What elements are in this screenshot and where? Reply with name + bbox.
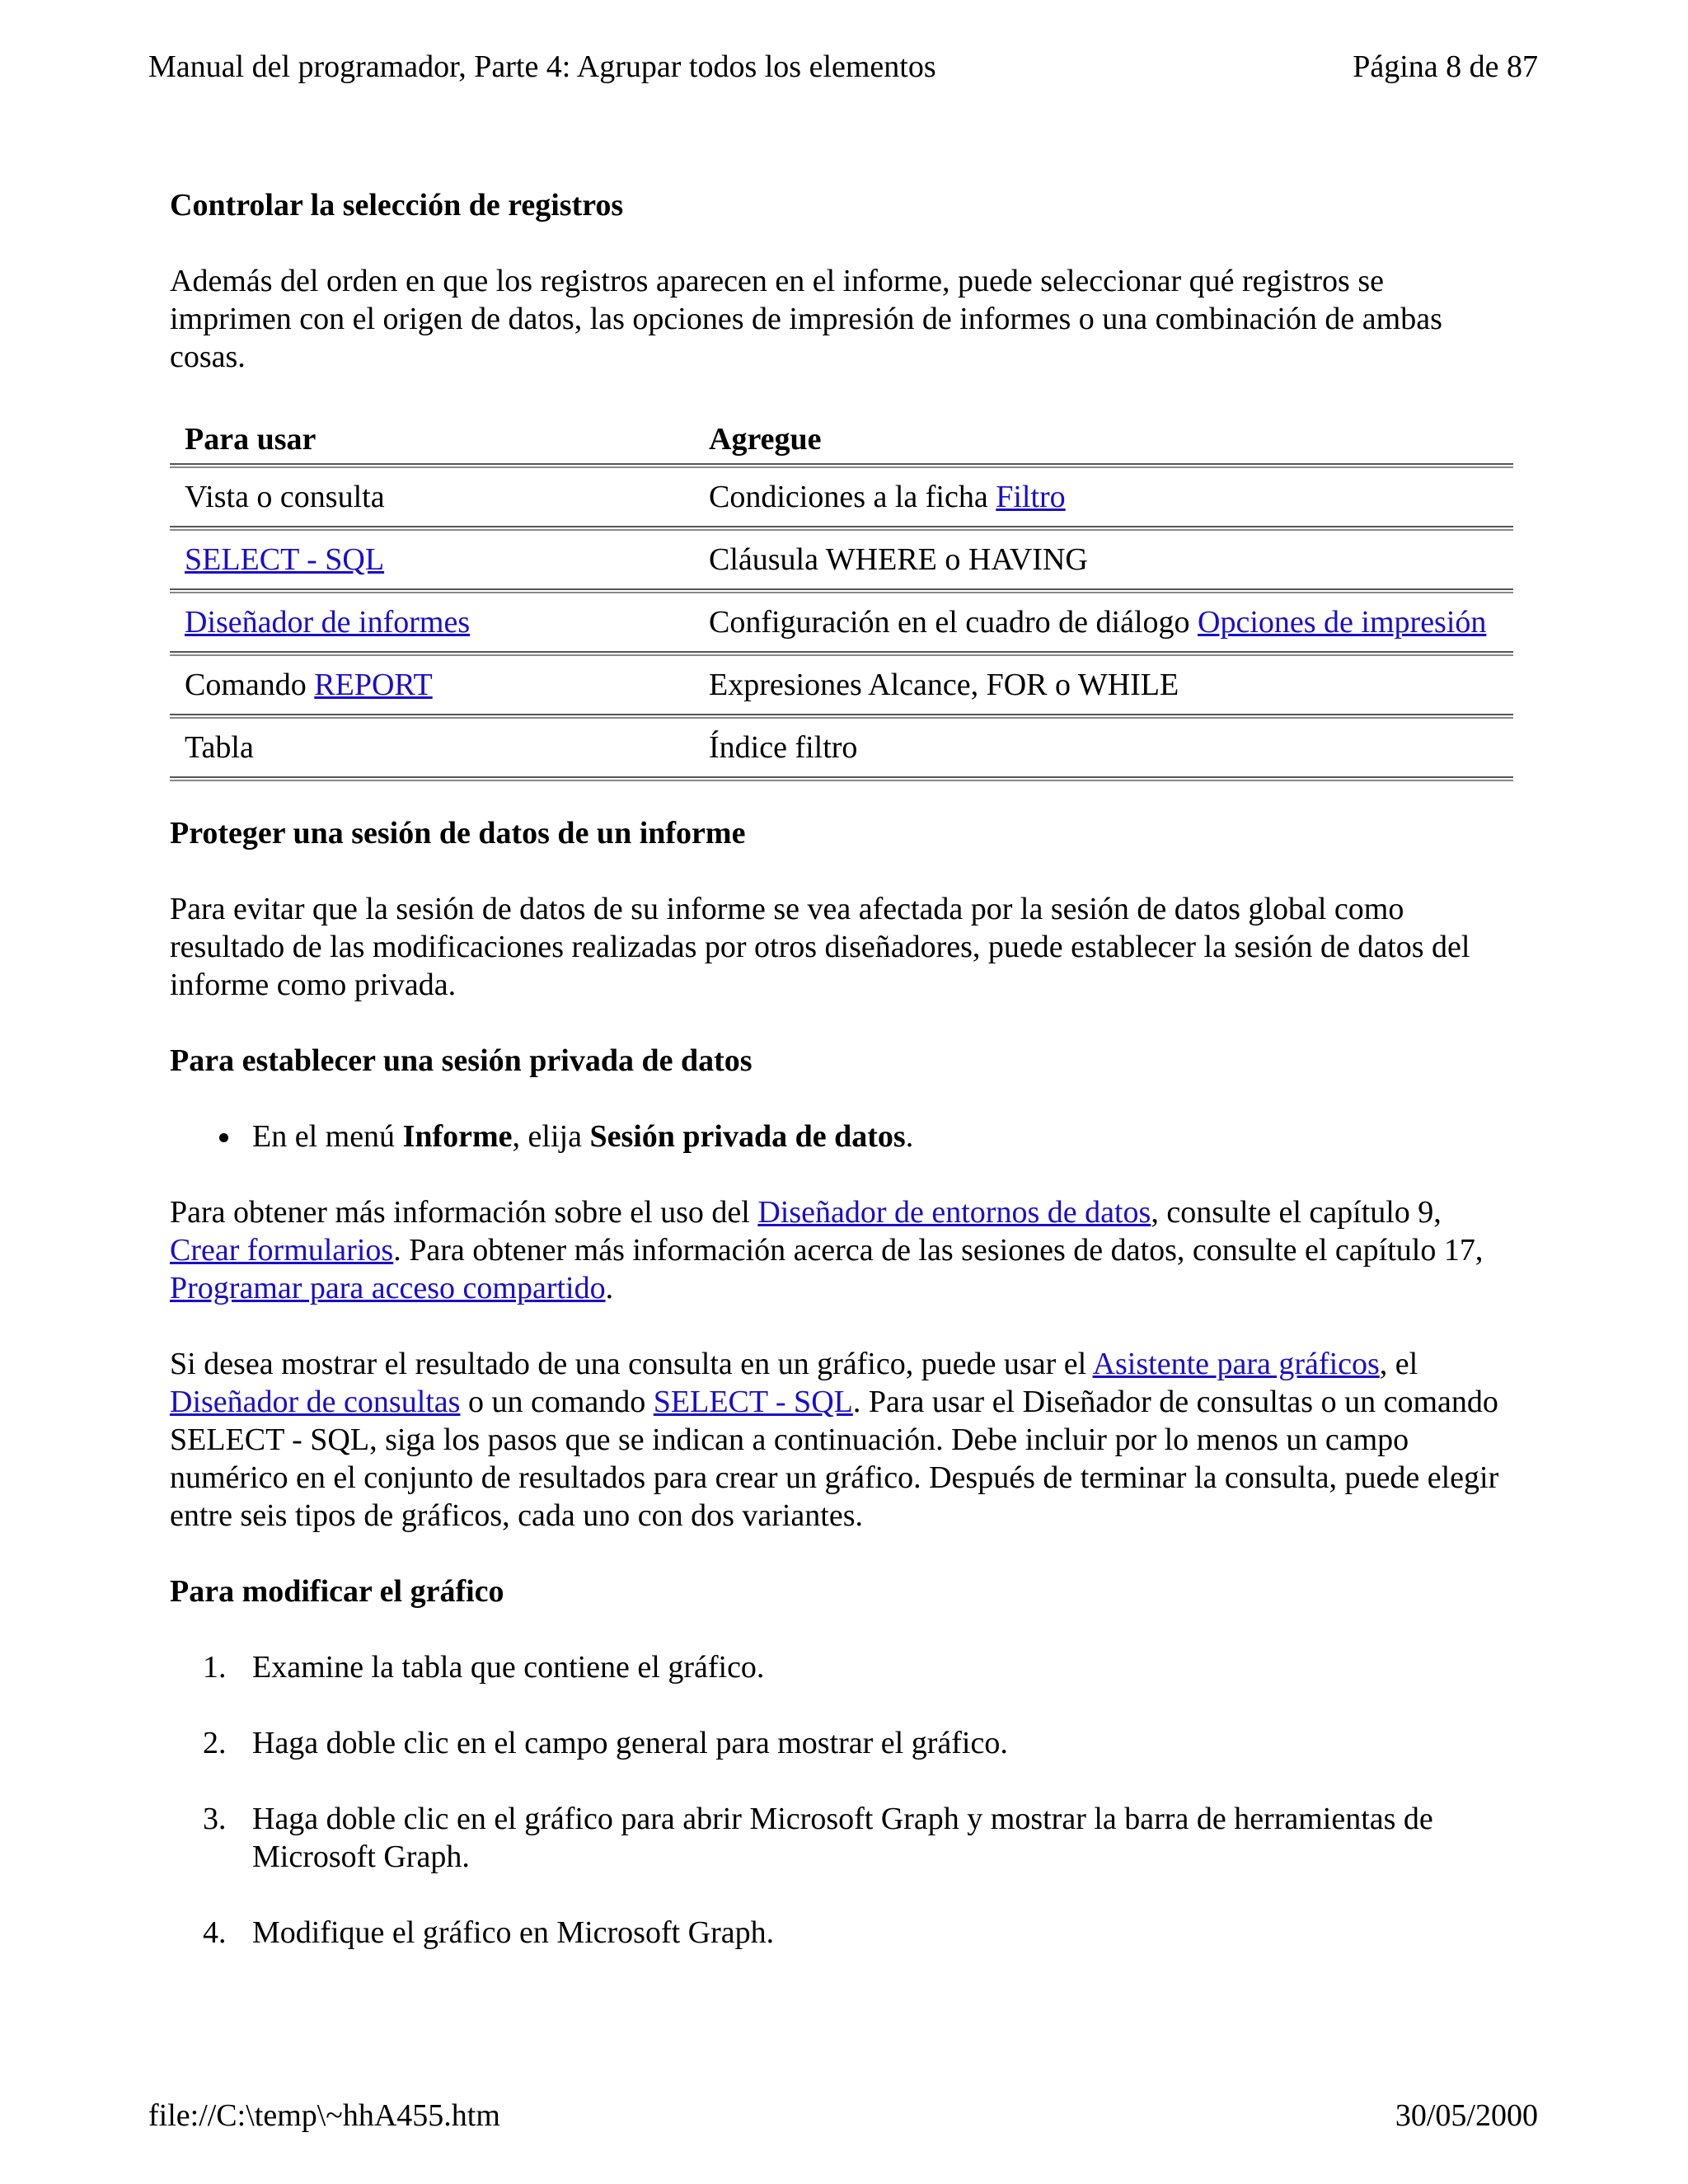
table-row <box>170 655 1513 715</box>
selection-table <box>170 417 1513 781</box>
table-cell: Expresiones Alcance, FOR o WHILE <box>709 668 1179 702</box>
table-cell: Configuración en el cuadro de diálogo Opciones de impresión <box>709 605 1487 640</box>
report-command-link[interactable]: REPORT <box>314 668 433 702</box>
document-title: Manual del programador, Parte 4: Agrupar todos los elementos <box>148 49 936 84</box>
select-sql-link[interactable]: SELECT - SQL <box>185 542 385 577</box>
data-environment-designer-link[interactable]: Diseñador de entornos de datos <box>757 1195 1151 1230</box>
page-header <box>148 48 1538 86</box>
table-row <box>170 530 1513 589</box>
table-cell: Condiciones a la ficha Filtro <box>709 480 1066 514</box>
table-header-row <box>170 417 1513 464</box>
query-designer-link[interactable]: Diseñador de consultas <box>170 1385 461 1419</box>
list-item: 2. Haga doble clic en el campo general para mostrar el gráfico. <box>203 1726 1008 1760</box>
page-number: Página 8 de 87 <box>1353 49 1538 84</box>
print-options-link[interactable]: Opciones de impresión <box>1198 605 1487 640</box>
table-row <box>170 467 1513 527</box>
table-header-cell: Para usar <box>185 422 316 457</box>
list-item: En el menú Informe, elija Sesión privada de datos. <box>252 1118 1513 1155</box>
table-cell: Comando REPORT <box>185 668 433 702</box>
report-designer-link[interactable]: Diseñador de informes <box>185 605 471 640</box>
more-info-paragraph: Para obtener más información sobre el uso del Diseñador de entornos de datos, consulte el capítulo 9, Crear formularios. Para obtener más información acerca de las sesiones de datos, consulte el capítulo 17, Programar para acceso compartido. <box>170 1195 1484 1305</box>
section-heading-private-session: Para establecer una sesión privada de datos <box>170 1043 753 1078</box>
shared-access-link[interactable]: Programar para acceso compartido <box>170 1271 606 1305</box>
table-row <box>170 718 1513 777</box>
table-header-cell: Agregue <box>709 422 822 457</box>
modify-chart-steps <box>170 1648 1513 1952</box>
table-cell: Cláusula WHERE o HAVING <box>709 542 1088 577</box>
list-item: 1. Examine la tabla que contiene el gráfico. <box>203 1650 765 1685</box>
select-sql-link-2[interactable]: SELECT - SQL <box>653 1385 853 1419</box>
page-footer <box>148 2097 1538 2135</box>
table-cell <box>170 593 694 652</box>
table-row <box>170 593 1513 652</box>
list-item: 4. Modifique el gráfico en Microsoft Graph. <box>203 1915 775 1950</box>
file-path: file://C:\temp\~hhA455.htm <box>148 2098 500 2133</box>
section-heading-modify-chart: Para modificar el gráfico <box>170 1574 504 1609</box>
chart-paragraph: Si desea mostrar el resultado de una consulta en un gráfico, puede usar el Asistente para gráficos, el Diseñador de consultas o un comando SELECT - SQL. Para usar el Diseñador de consultas o un comando SELECT - SQL, siga los pasos que se indican a continuación. Debe incluir por lo menos un campo numérico en el conjunto de resultados para crear un gráfico. Después de terminar la consulta, puede elegir entre seis tipos de gráficos, cada uno con dos variantes. <box>170 1347 1499 1533</box>
table-cell <box>170 530 694 589</box>
print-date: 30/05/2000 <box>1395 2098 1538 2133</box>
section-heading-protect-session: Proteger una sesión de datos de un informe <box>170 816 746 851</box>
list-item: 3. Haga doble clic en el gráfico para abrir Microsoft Graph y mostrar la barra de herramientas de Microsoft Graph. <box>203 1802 1433 1874</box>
table-cell: Tabla <box>185 730 254 765</box>
private-session-list <box>170 1118 1513 1155</box>
protect-session-paragraph: Para evitar que la sesión de datos de su informe se vea afectada por la sesión de datos global como resultado de las modificaciones realizadas por otros diseñadores, puede establecer la sesión de datos del informe como privada. <box>170 892 1470 1002</box>
table-cell: Vista o consulta <box>185 480 385 514</box>
table-cell: Índice filtro <box>709 730 858 765</box>
document-body <box>170 186 1513 1952</box>
section-heading-record-selection: Controlar la selección de registros <box>170 188 624 223</box>
create-forms-link[interactable]: Crear formularios <box>170 1233 394 1268</box>
chart-wizard-link[interactable]: Asistente para gráficos <box>1092 1347 1380 1381</box>
filter-link[interactable]: Filtro <box>996 480 1066 514</box>
record-selection-paragraph: Además del orden en que los registros aparecen en el informe, puede seleccionar qué registros se imprimen con el origen de datos, las opciones de impresión de informes o una combinación de ambas cosas. <box>170 264 1442 374</box>
